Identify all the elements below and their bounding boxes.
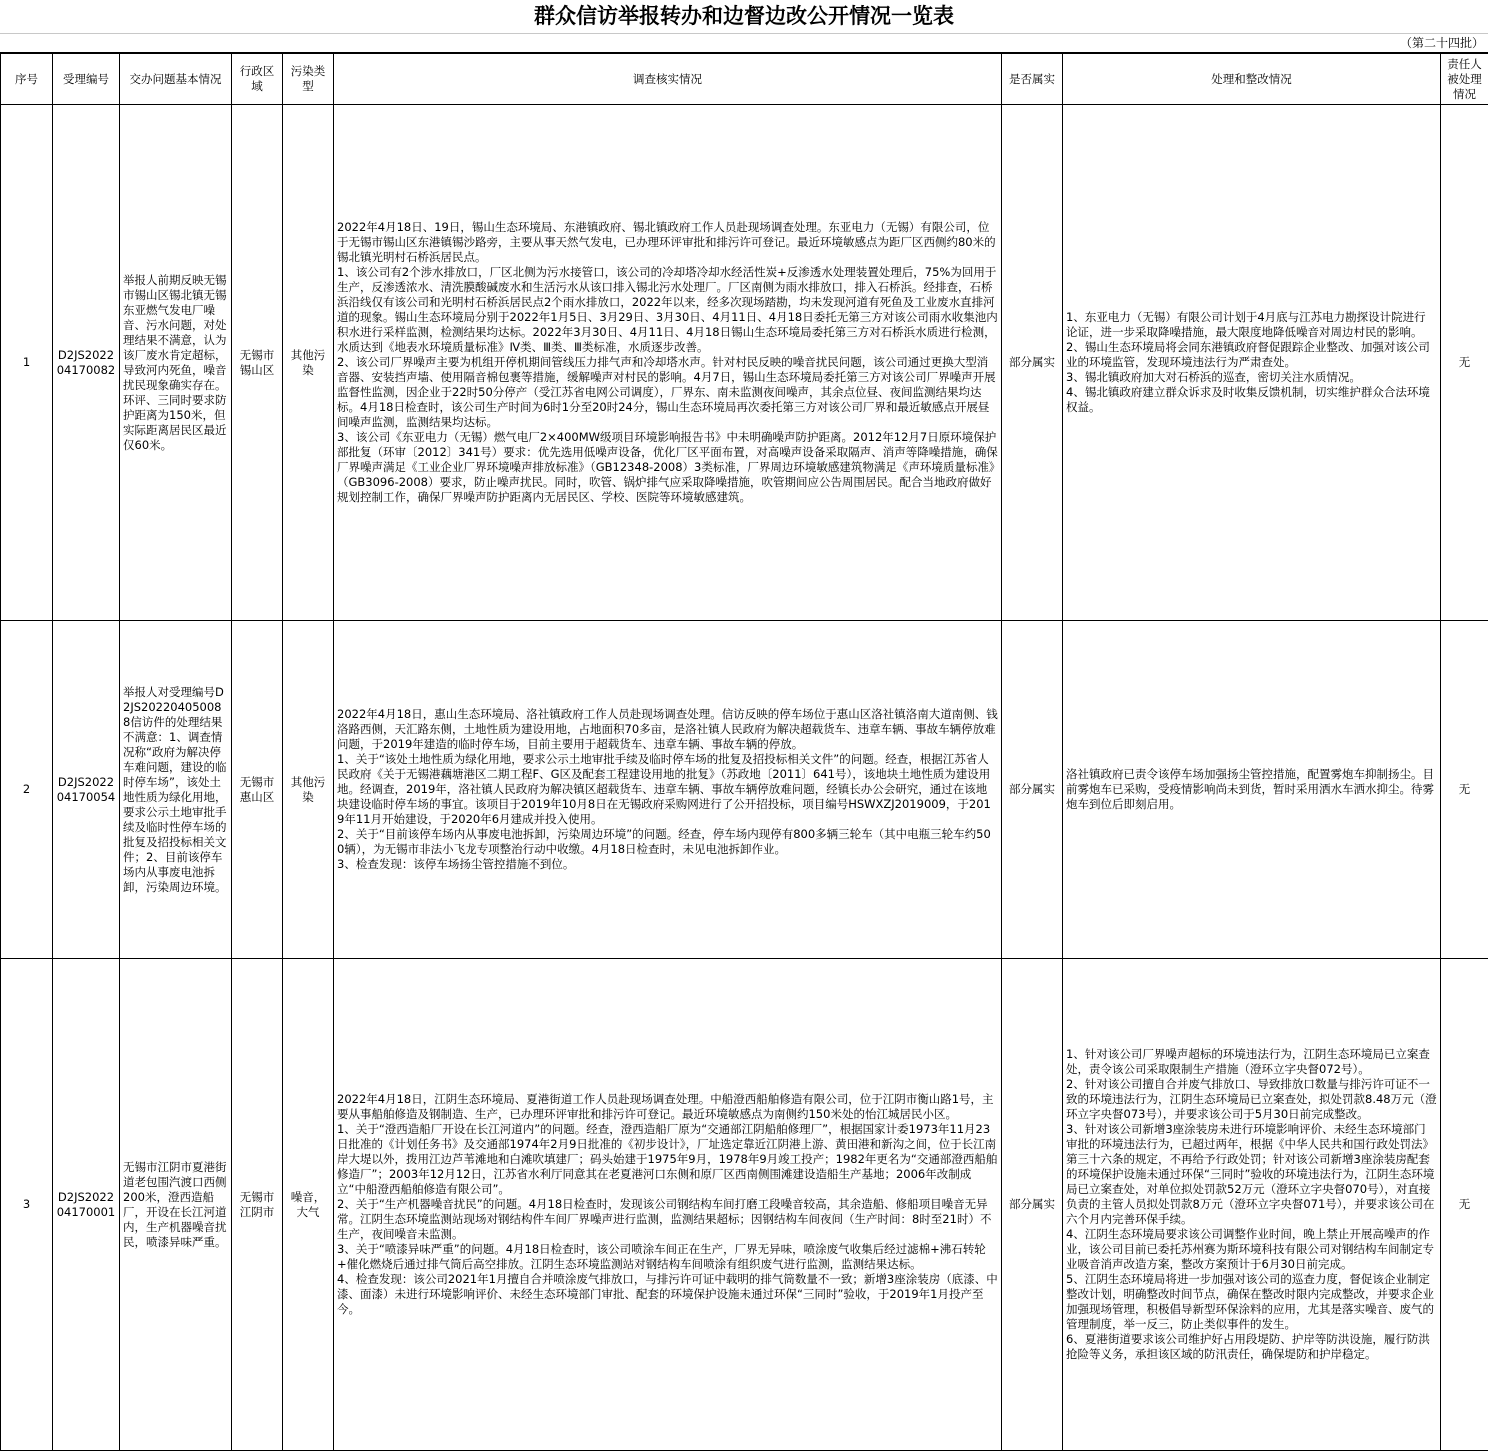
cell-issue: 举报人前期反映无锡市锡山区锡北镇无锡东亚燃气发电厂噪音、污水问题，对处理结果不满意，认为该厂废水肯定超标，导致河内死鱼，噪音扰民现象确实存在。环评、三同时要求防护距离为150米，但实际距离居民区最近仅60米。	[120, 105, 232, 621]
cell-case-no: D2JS202204170082	[53, 105, 120, 621]
cell-case-no: D2JS202204170001	[53, 959, 120, 1451]
header-seq: 序号	[1, 54, 53, 105]
cell-district: 无锡市锡山区	[232, 105, 283, 621]
header-accountability: 责任人被处理情况	[1441, 54, 1488, 105]
table-row	[1, 959, 1488, 1451]
header-investigation: 调查核实情况	[334, 54, 1002, 105]
cell-pollution: 其他污染	[283, 621, 334, 959]
cell-handling: 洛社镇政府已责令该停车场加强扬尘管控措施，配置雾炮车抑制扬尘。目前雾炮车已采购，受疫情影响尚未到货，暂时采用洒水车洒水抑尘。待雾炮车到位后即刻启用。	[1063, 621, 1441, 959]
cell-district: 无锡市江阴市	[232, 959, 283, 1451]
header-issue: 交办问题基本情况	[120, 54, 232, 105]
cell-seq: 1	[1, 105, 53, 621]
cell-accountability: 无	[1441, 959, 1488, 1451]
cell-issue: 无锡市江阴市夏港街道老包围汽渡口西侧200米，澄西造船厂，开设在长江河道内，生产机器噪音扰民，喷漆异味严重。	[120, 959, 232, 1451]
cell-verified: 部分属实	[1002, 105, 1063, 621]
cell-verified: 部分属实	[1002, 621, 1063, 959]
cell-pollution: 噪音，大气	[283, 959, 334, 1451]
cell-investigation: 2022年4月18日，江阴生态环境局、夏港街道工作人员赴现场调查处理。中船澄西船舶修造有限公司，位于江阴市衡山路1号，主要从事船舶修造及钢制造、生产，已办理环评审批和排污许可登记。最近环境敏感点为南侧约150米处的怡江城居民小区。 1、关于“澄西造船厂开设在长江河道内”的问题。经查，澄西造船厂原为“交通部江阴船舶修理厂”，根据国家计委1973年11月23日批准的《计划任务书》及交通部1974年2月9日批准的《初步设计》，厂址选定靠近江阴港上游、黄田港和新沟之间，位于长江南岸大堤以外，拨用江边芦苇滩地和白滩吹填建厂；码头始建于1975年9月，1978年9月竣工投产；1982年更名为“交通部澄西船舶修造厂”；2003年12月12日，江苏省水利厅同意其在老夏港河口东侧和原厂区西南侧围滩建设造船生产基地；2006年改制成立“中船澄西船舶修造有限公司”。 2、关于“生产机器噪音扰民”的问题。4月18日检查时，发现该公司钢结构车间打磨工段噪音较高，其余造船、修船项目噪音无异常。江阴生态环境监测站现场对钢结构件车间厂界噪声进行监测，监测结果超标；因钢结构车间夜间（生产时间：8时至21时）不生产，夜间噪音未监测。 3、关于“喷漆异味严重”的问题。4月18日检查时，该公司喷涂车间正在生产，厂界无异味，喷涂废气收集后经过滤棉+沸石转轮+催化燃烧后通过排气筒后高空排放。江阴生态环境监测站对钢结构车间喷涂有组织废气进行监测，监测结果达标。 4、检查发现：该公司2021年1月擅自合并喷涂废气排放口，与排污许可证中载明的排气筒数量不一致；新增3座涂装房（底漆、中漆、面漆）未进行环境影响评价、未经生态环境部门审批、配套的环境保护设施未通过环保“三同时”验收，于2019年1月投产至今。	[334, 959, 1002, 1451]
cell-accountability: 无	[1441, 105, 1488, 621]
cell-verified: 部分属实	[1002, 959, 1063, 1451]
header-district: 行政区域	[232, 54, 283, 105]
page-title: 群众信访举报转办和边督边改公开情况一览表	[0, 0, 1488, 34]
cell-investigation: 2022年4月18日，惠山生态环境局、洛社镇政府工作人员赴现场调查处理。信访反映的停车场位于惠山区洛社镇洛南大道南侧、钱洛路西侧，天汇路东侧，土地性质为建设用地，占地面积70多亩，是洛社镇人民政府为解决超载货车、违章车辆、事故车辆停放难问题，于2019年建造的临时停车场，目前主要用于超载货车、违章车辆、事故车辆的停放。 1、关于“该处土地性质为绿化用地，要求公示土地审批手续及临时停车场的批复及招投标相关文件”的问题。经查，根据江苏省人民政府《关于无锡港藕塘港区二期工程F、G区及配套工程建设用地的批复》（苏政地〔2011〕641号），该地块土地性质为建设用地。经调查，2019年，洛社镇人民政府为解决镇区超载货车、违章车辆、事故车辆停放难问题，经镇长办公会研究，通过在该地块建设临时停车场的事宜。该项目于2019年10月8日在无锡政府采购网进行了公开招投标，项目编号HSWXZJ2019009，于2019年11月开始建设，于2020年6月建成并投入使用。 2、关于“目前该停车场内从事废电池拆卸，污染周边环境”的问题。经查，停车场内现停有800多辆三轮车（其中电瓶三轮车约500辆），为无锡市非法小飞龙专项整治行动中收缴。4月18日检查时，未见电池拆卸作业。 3、检查发现：该停车场扬尘管控措施不到位。	[334, 621, 1002, 959]
cell-district: 无锡市惠山区	[232, 621, 283, 959]
table-header-row	[1, 54, 1488, 105]
cell-case-no: D2JS202204170054	[53, 621, 120, 959]
table-row	[1, 105, 1488, 621]
header-pollution: 污染类型	[283, 54, 334, 105]
cell-seq: 2	[1, 621, 53, 959]
cell-handling: 1、针对该公司厂界噪声超标的环境违法行为，江阴生态环境局已立案查处，责令该公司采取限制生产措施（澄环立字央督072号）。 2、针对该公司擅自合并废气排放口、导致排放口数量与排污许可证不一致的环境违法行为，江阴生态环境局已立案查处，拟处罚款8.48万元（澄环立字央督073号），并要求该公司于5月30日前完成整改。 3、针对该公司新增3座涂装房未进行环境影响评价、未经生态环境部门审批的环境违法行为，已超过两年，根据《中华人民共和国行政处罚法》第三十六条的规定，不再给予行政处罚；针对该公司新增3座涂装房配套的环境保护设施未通过环保“三同时”验收的环境违法行为，江阴生态环境局已立案查处，对单位拟处罚款52万元（澄环立字央督070号），对直接负责的主管人员拟处罚款8万元（澄环立字央督071号），并要求该公司在六个月内完善环保手续。 4、江阴生态环境局要求该公司调整作业时间，晚上禁止开展高噪声的作业，该公司目前已委托苏州赛为斯环境科技有限公司对钢结构车间制定专业吸音消声改造方案，整改方案预计于6月30日前完成。 5、江阴生态环境局将进一步加强对该公司的巡查力度，督促该企业制定整改计划，明确整改时间节点，确保在整改时限内完成整改，并要求企业加强现场管理，积极倡导新型环保涂料的应用，尤其是落实噪音、废气的管理制度，举一反三，防止类似事件的发生。 6、夏港街道要求该公司维护好占用段堤防、护岸等防洪设施，履行防洪抢险等义务，承担该区域的防汛责任，确保堤防和护岸稳定。	[1063, 959, 1441, 1451]
cell-issue: 举报人对受理编号D2JS202204050088信访件的处理结果不满意：1、调查情况称“政府为解决停车难问题，建设的临时停车场”，该处土地性质为绿化用地，要求公示土地审批手续及临时性停车场的批复及招投标相关文件；2、目前该停车场内从事废电池拆卸，污染周边环境。	[120, 621, 232, 959]
header-case-no: 受理编号	[53, 54, 120, 105]
cell-handling: 1、东亚电力（无锡）有限公司计划于4月底与江苏电力勘探设计院进行论证，进一步采取降噪措施，最大限度地降低噪音对周边村民的影响。 2、锡山生态环境局将会同东港镇政府督促跟踪企业整改、加强对该公司业的环境监管，发现环境违法行为严肃查处。 3、锡北镇政府加大对石桥浜的巡查，密切关注水质情况。 4、锡北镇政府建立群众诉求及时收集反馈机制，切实维护群众合法环境权益。	[1063, 105, 1441, 621]
cell-investigation: 2022年4月18日、19日，锡山生态环境局、东港镇政府、锡北镇政府工作人员赴现场调查处理。东亚电力（无锡）有限公司，位于无锡市锡山区东港镇锡沙路旁，主要从事天然气发电，已办理环评审批和排污许可登记。最近环境敏感点为距厂区西侧约80米的锡北镇光明村石桥浜居民点。 1、该公司有2个涉水排放口，厂区北侧为污水接管口，该公司的冷却塔冷却水经活性炭+反渗透水处理装置处理后，75%为回用于生产，反渗透浓水、清洗膜酸碱废水和生活污水从该口排入锡北污水处理厂。厂区南侧为雨水排放口，排入石桥浜。经排查，石桥浜沿线仅有该公司和光明村石桥浜居民点2个雨水排放口，2022年以来，经多次现场踏勘，均未发现河道有死鱼及工业废水直排河道的现象。锡山生态环境局分别于2022年1月5日、3月29日、3月30日、4月11日、4月18日委托无第三方对该公司雨水收集池内积水进行采样监测，检测结果均达标。2022年3月30日、4月11日、4月18日锡山生态环境局委托第三方对石桥浜水质进行检测，水质达到《地表水环境质量标准》Ⅳ类、Ⅲ类、Ⅲ类标准，水质逐步改善。 2、该公司厂界噪声主要为机组开停机期间管线压力排气声和冷却塔水声。针对村民反映的噪音扰民问题，该公司通过更换大型消音器、安装挡声墙、使用隔音棉包裹等措施，缓解噪声对村民的影响。4月7日，锡山生态环境局委托第三方对该公司厂界噪声开展监督性监测，因企业于22时50分停产（受江苏省电网公司调度），厂界东、南未监测夜间噪声，其余点位昼、夜间监测结果均达标。4月18日检查时，该公司生产时间为6时1分至20时24分，锡山生态环境局再次委托第三方对该公司厂界和最近敏感点开展昼间噪声监测，监测结果均达标。 3、该公司《东亚电力（无锡）燃气电厂2×400MW级项目环境影响报告书》中未明确噪声防护距离。2012年12月7日原环境保护部批复（环审〔2012〕341号）要求：优先选用低噪声设备，优化厂区平面布置，对高噪声设备采取隔声、消声等降噪措施，确保厂界噪声满足《工业企业厂界环境噪声排放标准》（GB12348-2008）3类标准，厂界周边环境敏感建筑物满足《声环境质量标准》（GB3096-2008）要求，防止噪声扰民。同时，吹管、锅炉排气应采取降噪措施，吹管期间应公告周围居民。配合当地政府做好规划控制工作，确保厂界噪声防护距离内无居民区、学校、医院等环境敏感建筑。	[334, 105, 1002, 621]
header-handling: 处理和整改情况	[1063, 54, 1441, 105]
table-row	[1, 621, 1488, 959]
cell-accountability: 无	[1441, 621, 1488, 959]
complaint-table	[0, 53, 1488, 1451]
header-verified: 是否属实	[1002, 54, 1063, 105]
cell-seq: 3	[1, 959, 53, 1451]
batch-label: （第二十四批）	[0, 35, 1488, 53]
cell-pollution: 其他污染	[283, 105, 334, 621]
